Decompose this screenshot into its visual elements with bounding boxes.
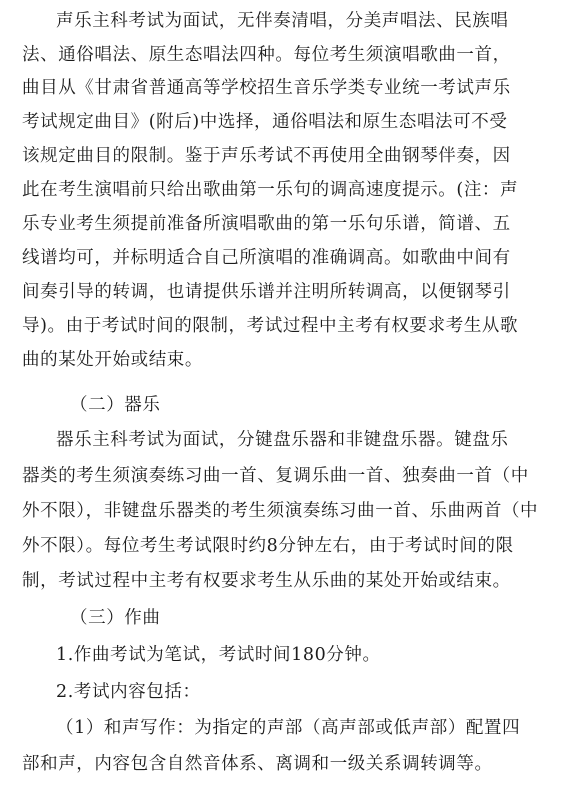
paragraph-line: 曲的某处开始或结束。: [22, 350, 203, 370]
paragraph-line: 间奏引导的转调，也请提供乐谱并注明所转调高，以便钢琴引: [22, 282, 511, 302]
paragraph-line: 器乐主科考试为面试，分键盘乐器和非键盘乐器。键盘乐: [56, 430, 509, 450]
section-heading: （三）作曲: [70, 608, 161, 628]
paragraph-line: 考试规定曲目》(附后)中选择，通俗唱法和原生态唱法可不受: [22, 112, 508, 132]
paragraph-line: 制，考试过程中主考有权要求考生从乐曲的某处开始或结束。: [22, 571, 511, 591]
paragraph-line: 2.考试内容包括：: [56, 682, 201, 702]
paragraph-line: （1）和声写作：为指定的声部（高声部或低声部）配置四: [56, 718, 521, 738]
paragraph-line: 法、通俗唱法、原生态唱法四种。每位考生须演唱歌曲一首，: [22, 45, 511, 65]
section-heading: （二）器乐: [70, 395, 161, 415]
paragraph-line: 该规定曲目的限制。鉴于声乐考试不再使用全曲钢琴伴奏，因: [22, 146, 511, 166]
paragraph-line: 乐专业考生须提前准备所演唱歌曲的第一乐句乐谱，简谱、五: [22, 214, 511, 234]
paragraph-line: 1.作曲考试为笔试，考试时间180分钟。: [56, 645, 381, 665]
paragraph-line: 此在考生演唱前只给出歌曲第一乐句的调高速度提示。(注：声: [22, 180, 519, 200]
paragraph-line: 导)。由于考试时间的限制，考试过程中主考有权要求考生从歌: [22, 316, 519, 336]
paragraph-line: 外不限），非键盘乐器类的考生须演奏练习曲一首、乐曲两首（中: [22, 501, 539, 521]
paragraph-line: 声乐主科考试为面试，无伴奏清唱，分美声唱法、民族唱: [56, 11, 509, 31]
paragraph-line: 曲目从《甘肃省普通高等学校招生音乐学类专业统一考试声乐: [22, 78, 511, 98]
paragraph-line: 器类的考生须演奏练习曲一首、复调乐曲一首、独奏曲一首（中: [22, 466, 529, 486]
paragraph-line: 外不限）。每位考生考试限时约8分钟左右，由于考试时间的限: [22, 536, 514, 556]
paragraph-line: 部和声，内容包含自然音体系、离调和一级关系调转调等。: [22, 754, 493, 774]
paragraph-line: 线谱均可，并标明适合自己所演唱的准确调高。如歌曲中间有: [22, 248, 511, 268]
